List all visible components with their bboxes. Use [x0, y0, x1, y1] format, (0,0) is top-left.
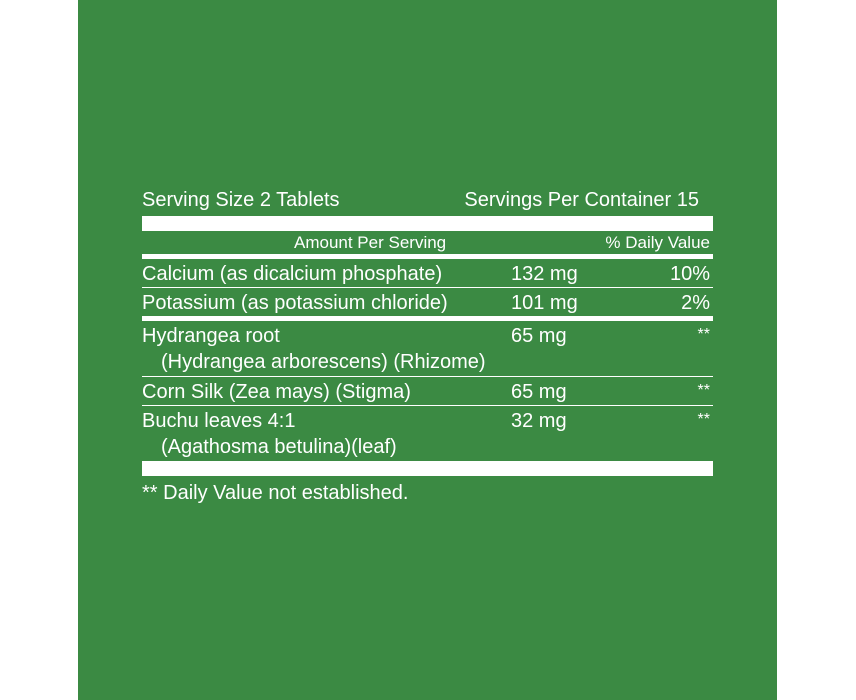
nutrient-amount: 65 mg: [511, 381, 567, 403]
header-daily-value: % Daily Value: [605, 233, 710, 252]
nutrient-amount: 65 mg: [511, 325, 567, 347]
nutrient-daily-value: **: [697, 326, 710, 343]
nutrient-row-calcium: [142, 259, 713, 287]
nutrient-daily-value: **: [697, 411, 710, 428]
nutrient-row-buchu: [142, 406, 713, 461]
nutrient-row-corn-silk: [142, 377, 713, 405]
nutrient-daily-value: 10%: [669, 263, 710, 285]
thick-divider: [142, 461, 713, 476]
supplement-facts: [142, 186, 713, 505]
nutrient-name: Corn Silk (Zea mays) (Stigma): [142, 381, 411, 403]
nutrient-row-potassium: [142, 288, 713, 316]
footnote: ** Daily Value not established.: [142, 482, 409, 504]
header-amount-per-serving: Amount Per Serving: [294, 233, 447, 252]
nutrient-subname: (Agathosma betulina)(leaf): [161, 436, 397, 458]
nutrient-daily-value: 2%: [681, 292, 710, 314]
nutrient-name: Buchu leaves 4:1: [142, 410, 296, 432]
nutrient-daily-value: **: [697, 382, 710, 399]
nutrient-subname: (Hydrangea arborescens) (Rhizome): [161, 351, 486, 373]
nutrient-amount: 101 mg: [511, 292, 578, 314]
serving-line: [142, 186, 713, 214]
servings-per-container: Servings Per Container 15: [464, 189, 699, 211]
nutrient-name: Hydrangea root: [142, 325, 280, 347]
label-panel: [78, 0, 777, 700]
column-header: [142, 231, 713, 254]
nutrient-name: Potassium (as potassium chloride): [142, 292, 448, 314]
nutrient-name: Calcium (as dicalcium phosphate): [142, 263, 443, 285]
nutrient-row-hydrangea: [142, 321, 713, 376]
nutrient-amount: 132 mg: [511, 263, 578, 285]
thick-divider: [142, 216, 713, 231]
serving-size: Serving Size 2 Tablets: [142, 189, 340, 211]
nutrient-amount: 32 mg: [511, 410, 567, 432]
